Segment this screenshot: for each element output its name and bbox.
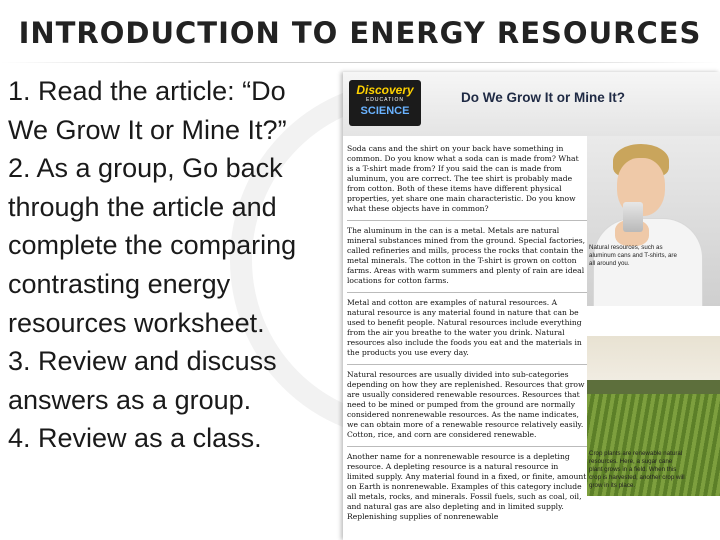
instruction-line: 1. Read the article: “Do: [8, 76, 286, 106]
instruction-line: 4. Review as a class.: [8, 423, 262, 454]
discovery-science-logo: [349, 80, 421, 126]
instruction-line: complete the comparing: [8, 230, 297, 261]
instruction-line: resources worksheet.: [8, 307, 265, 338]
paragraph-divider: [347, 292, 587, 293]
soda-can-shape: [623, 202, 643, 232]
photo-caption-crops: Crop plants are renewable natural resources. Here, a sugar cane plant grows in a field. When this crop is harvested, another crop will grow in its place.: [589, 450, 685, 489]
logo-subtitle: EDUCATION: [365, 97, 405, 103]
instruction-line: answers as a group.: [8, 384, 252, 415]
paragraph-divider: [347, 220, 587, 221]
logo-brand: Discovery: [356, 83, 414, 97]
paragraph-divider: [347, 446, 587, 447]
article-paragraph: Natural resources are usually divided into sub-categories depending on how they are replenished. Resources that grow are usually considered renewable resources. Resources that need to be mined or pumped from the ground are normally considered nonrenewable resources. As the name indicates, we can obtain more of a renewable resource relatively easily. Cotton, rice, and corn are considered renewable.: [347, 370, 585, 439]
title-divider: [0, 62, 720, 63]
article-title: Do We Grow It or Mine It?: [461, 90, 625, 105]
instruction-line: through the article and: [8, 191, 277, 222]
instruction-line: We Grow It or Mine It?”: [8, 114, 287, 145]
article-body: [347, 144, 587, 540]
slide-title: INTRODUCTION TO ENERGY RESOURCES: [18, 16, 702, 50]
article-paragraph: Another name for a nonrenewable resource is a depleting resource. A depleting resource is a natural resource in limited supply. Any material found in a fixed, or finite, amount on Earth is nonrenewable. Examples of this category include all metals, rocks, and minerals. Fossil fuels, such as coal, oil, and natural gas are also depleting and in limited supply. Replenishing supplies of nonrenewable: [347, 452, 587, 521]
paragraph-divider: [347, 364, 587, 365]
photo-caption-cans: Natural resources, such as aluminum cans and T-shirts, are all around you.: [589, 244, 677, 267]
instruction-line: 3. Review and discuss: [8, 346, 277, 377]
instruction-line: 2. As a group, Go back: [8, 153, 283, 184]
instruction-line: contrasting energy: [8, 268, 231, 299]
boy-drinking-photo: [587, 136, 720, 306]
article-paragraph: The aluminum in the can is a metal. Metals are natural mineral substances mined from the ground. Special factories, called refineries and mills, process the rocks that contain the metal minerals. The cotton in the T-shirt is grown on cotton farms. Areas with warm summers and plenty of rain are ideal locations for cotton farms.: [347, 226, 586, 285]
article-header: [343, 72, 720, 136]
article-image: [343, 72, 720, 540]
article-paragraph: Soda cans and the shirt on your back have something in common. Do you know what a soda can is made from? What is a T-shirt made from? If you said the can is made from aluminum, you are correct. The tee shirt is probably made from cotton. Both of these items have different physical properties, yet share one main characteristic. Do you know what these objects have in common?: [347, 144, 579, 213]
instruction-list: [8, 72, 368, 458]
logo-science: SCIENCE: [360, 105, 410, 117]
article-paragraph: Metal and cotton are examples of natural resources. A natural resource is any material found in nature that can be used to benefit people. Natural resources include everything from the air you breathe to the water you drink. Natural resources also include the foods you eat and the materials in the products you use every day.: [347, 298, 582, 357]
